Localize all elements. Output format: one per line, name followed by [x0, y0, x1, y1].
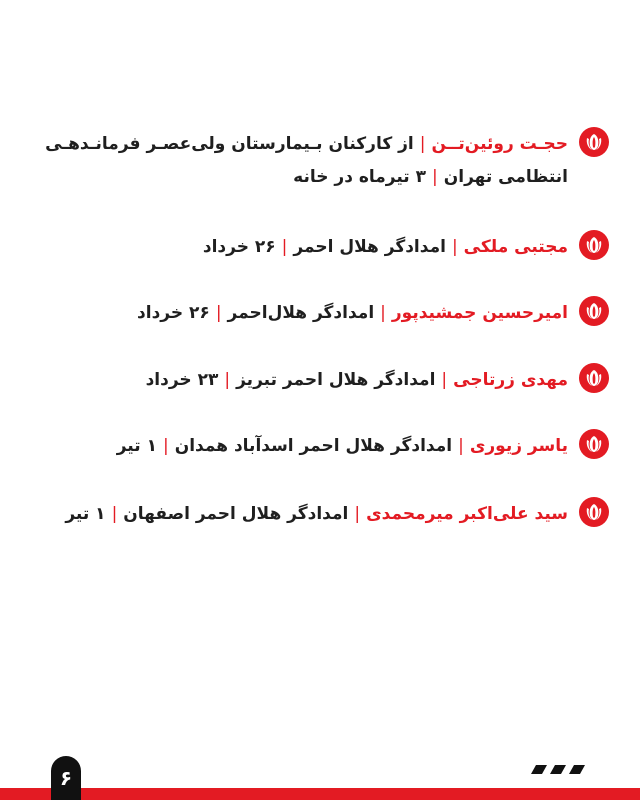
entry-role: امدادگر هلال احمر تبریز — [236, 370, 436, 390]
entry-role: امدادگر هلال‌احمر — [227, 303, 375, 323]
tulip-icon — [578, 126, 610, 158]
separator: | — [224, 370, 231, 390]
tulip-icon — [578, 496, 610, 528]
separator: | — [281, 237, 288, 257]
footer-bar — [0, 788, 640, 800]
separator: | — [451, 237, 458, 257]
page-number-badge — [51, 756, 81, 800]
entry-text — [203, 231, 568, 264]
separator: | — [441, 370, 448, 390]
list-item — [40, 498, 610, 531]
separator: | — [162, 436, 169, 456]
page-number: ۶ — [59, 766, 73, 790]
tulip-icon — [578, 229, 610, 261]
entry-name: یاسر زیوری — [469, 436, 568, 456]
tulip-icon — [578, 428, 610, 460]
entry-name: امیرحسین جمشیدپور — [391, 303, 568, 323]
entry-text — [45, 128, 568, 194]
entry-date: ۱ تیر — [116, 436, 157, 456]
separator: | — [111, 504, 118, 524]
list-item — [40, 430, 610, 463]
entry-role: از کارکنان بـیمارستان ولی‌عصـر فرمانـدهـی — [45, 134, 414, 154]
entry-name: حجـت روئین‌تــن — [431, 134, 568, 154]
entry-date: ۱ تیر — [65, 504, 106, 524]
entry-name: مهدی زرتاجی — [453, 370, 568, 390]
entry-date: ۲۶ خرداد — [202, 237, 276, 257]
list-item — [40, 128, 610, 194]
entry-date: ۲۶ خرداد — [137, 303, 210, 323]
entry-name: سید علی‌اکبر میرمحمدی — [366, 504, 568, 524]
entry-date: ۲۳ خرداد — [145, 370, 219, 390]
tulip-icon — [578, 295, 610, 327]
separator: | — [458, 436, 464, 456]
entry-role: امدادگر هلال احمر اسدآباد همدان — [174, 436, 453, 456]
separator: | — [419, 134, 426, 154]
entry-text — [146, 364, 568, 397]
entry-name: مجتبی ملکی — [463, 237, 568, 257]
separator: | — [354, 504, 361, 524]
tulip-icon — [578, 362, 610, 394]
list-item — [40, 231, 610, 264]
entry-text — [65, 498, 568, 531]
entry-text — [117, 430, 568, 463]
entry-role-continued: انتظامی تهران — [443, 167, 568, 187]
separator: | — [432, 167, 438, 187]
list-item — [40, 364, 610, 397]
separator: | — [215, 303, 222, 323]
entry-role: امدادگر هلال احمر — [293, 237, 446, 257]
list-item — [40, 297, 610, 330]
entry-role: امدادگر هلال احمر اصفهان — [123, 504, 349, 524]
separator: | — [380, 303, 386, 323]
entry-date: ۳ تیرماه در خانه — [293, 167, 426, 187]
three-dots-icon — [530, 762, 588, 778]
entry-text — [137, 297, 568, 330]
